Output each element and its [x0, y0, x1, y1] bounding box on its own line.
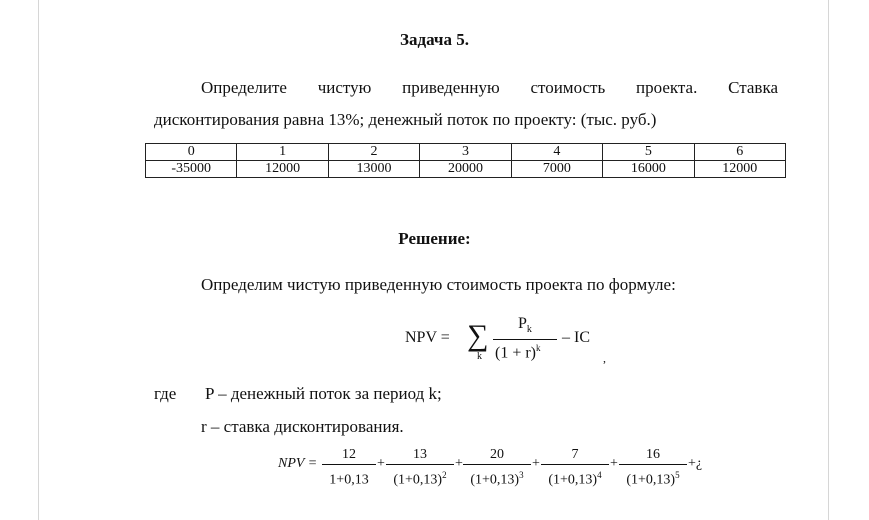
task-text-line-1: Определите чистую приведенную стоимость проекта. Ставка	[201, 78, 778, 97]
cash-flow-cell: 13000	[328, 161, 419, 178]
npv-formula	[405, 311, 625, 371]
where-word: где	[154, 384, 177, 403]
period-cell: 3	[420, 144, 511, 161]
numerator: $P_k$	[518, 315, 532, 336]
period-cell: 0	[146, 144, 237, 161]
plus-sign: +	[610, 456, 618, 471]
cash-flow-cell: 12000	[694, 161, 785, 178]
cash-flow-cell: 7000	[511, 161, 602, 178]
fraction-bar	[493, 339, 557, 340]
cash-flow-cell: -35000	[146, 161, 237, 178]
task-title: Задача 5.	[400, 30, 469, 49]
calc-term: 13 $(1+0,13)^2$	[386, 446, 454, 484]
definition-r: r – ставка дисконтирования.	[201, 417, 404, 436]
period-cell: 6	[694, 144, 785, 161]
cash-flow-table	[145, 143, 786, 178]
period-cell: 1	[237, 144, 328, 161]
cash-flow-cell: 12000	[237, 161, 328, 178]
denominator: $(1 + r)^k$	[495, 343, 541, 362]
table-row	[146, 144, 786, 161]
calc-term: 12 1+0,13	[322, 446, 376, 484]
npv-calculation	[270, 442, 710, 502]
plus-sign: +	[455, 456, 463, 471]
task-text-line-2: дисконтирования равна 13%; денежный поток по проекту: (тыс. руб.)	[154, 110, 657, 129]
period-cell: 4	[511, 144, 602, 161]
solution-title: Решение:	[398, 229, 471, 248]
solution-intro: Определим чистую приведенную стоимость проекта по формуле:	[201, 275, 676, 294]
plus-sign: +	[532, 456, 540, 471]
period-cell: 5	[603, 144, 694, 161]
cash-flow-cell: 16000	[603, 161, 694, 178]
plus-sign: +	[377, 456, 385, 471]
sum-index: k	[477, 351, 482, 362]
definition-p: P – денежный поток за период k;	[205, 384, 442, 403]
calc-term: 16 $(1+0,13)^5$	[619, 446, 687, 484]
sum-sign: ∑	[467, 319, 489, 352]
calc-trailing: +¿	[688, 456, 703, 471]
formula-comma: ,	[603, 351, 606, 365]
calc-lhs: NPV =	[278, 456, 318, 471]
table-row	[146, 161, 786, 178]
calc-term: 20 $(1+0,13)^3$	[463, 446, 531, 484]
calc-term: 7 $(1+0,13)^4$	[541, 446, 609, 484]
formula-lhs: NPV =	[405, 329, 450, 346]
period-cell: 2	[328, 144, 419, 161]
cash-flow-cell: 20000	[420, 161, 511, 178]
formula-tail: – IC	[562, 329, 590, 346]
